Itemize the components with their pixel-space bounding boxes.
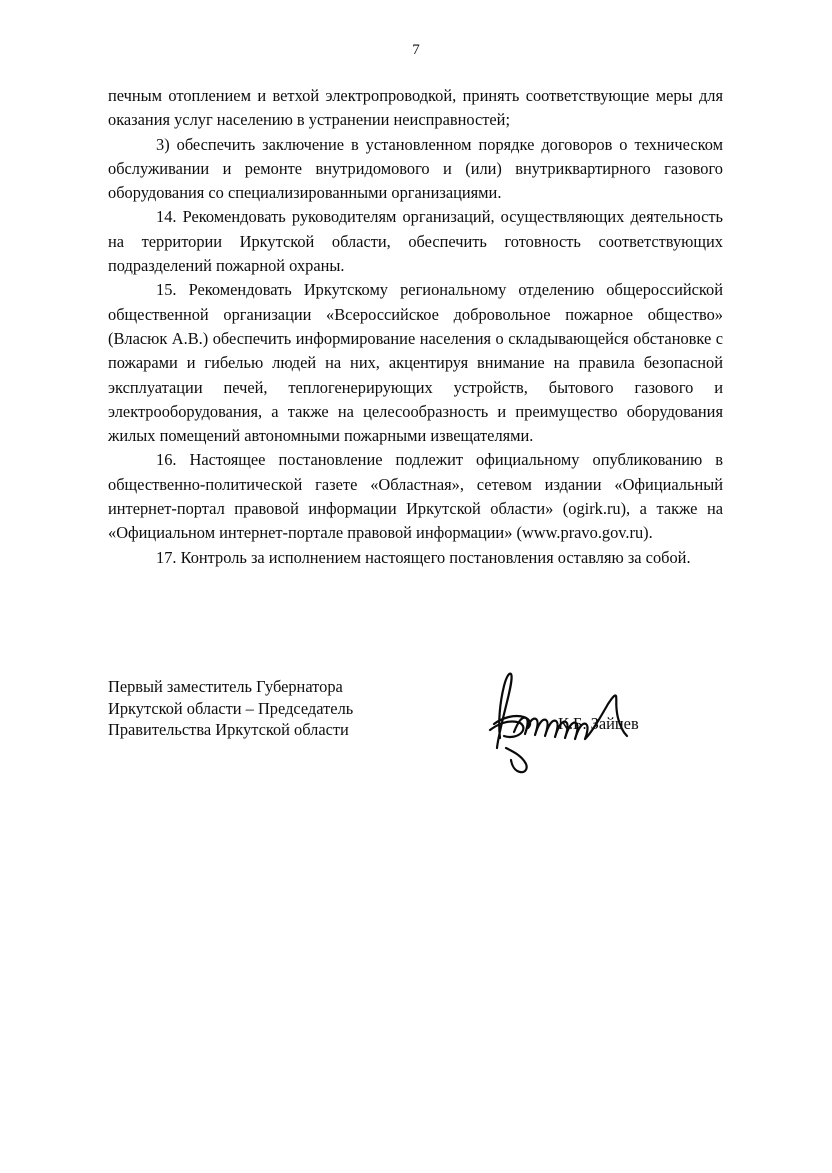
signature-block bbox=[108, 676, 808, 741]
page-number: 7 bbox=[412, 42, 420, 58]
signatory-name: К.Б. Зайцев bbox=[558, 714, 639, 733]
paragraph-item-15: 15. Рекомендовать Иркутскому региональному отделению общероссийской общественной организации «Всероссийское добровольное пожарное общество» (Власюк А.В.) обеспечить информирование населения о складывающейся обстановке с пожарами и гибелью людей на них, акцентируя внимание на правила безопасной эксплуатации печей, теплогенерирующих устройств, бытового газового и электрооборудования, а также на целесообразность и преимущество оборудования жилых помещений автономными пожарными извещателями. bbox=[108, 280, 723, 446]
signatory-title: Первый заместитель Губернатора Иркутской области – Председатель Правительства Иркутской области bbox=[108, 677, 354, 739]
paragraph-item-16: 16. Настоящее постановление подлежит официальному опубликованию в общественно-политической газете «Областная», сетевом издании «Официальный интернет-портал правовой информации Иркутской области» (ogirk.ru), а также на «Официальном интернет-портале правовой информации» (www.pravo.gov.ru). bbox=[108, 450, 723, 543]
paragraph-item-14: 14. Рекомендовать руководителям организаций, осуществляющих деятельность на территории Иркутской области, обеспечить готовность соответствующих подразделений пожарной охраны. bbox=[108, 207, 723, 276]
paragraph-continuation: печным отоплением и ветхой электропроводкой, принять соответствующие меры для оказания услуг населению в устранении неисправностей; bbox=[108, 86, 723, 130]
document-body bbox=[108, 84, 723, 570]
paragraph-item-17: 17. Контроль за исполнением настоящего постановления оставляю за собой. bbox=[156, 547, 691, 567]
paragraph-item-3: 3) обеспечить заключение в установленном порядке договоров о техническом обслуживании и ремонте внутридомового и (или) внутриквартирного газового оборудования со специализированными организациями. bbox=[108, 134, 723, 203]
